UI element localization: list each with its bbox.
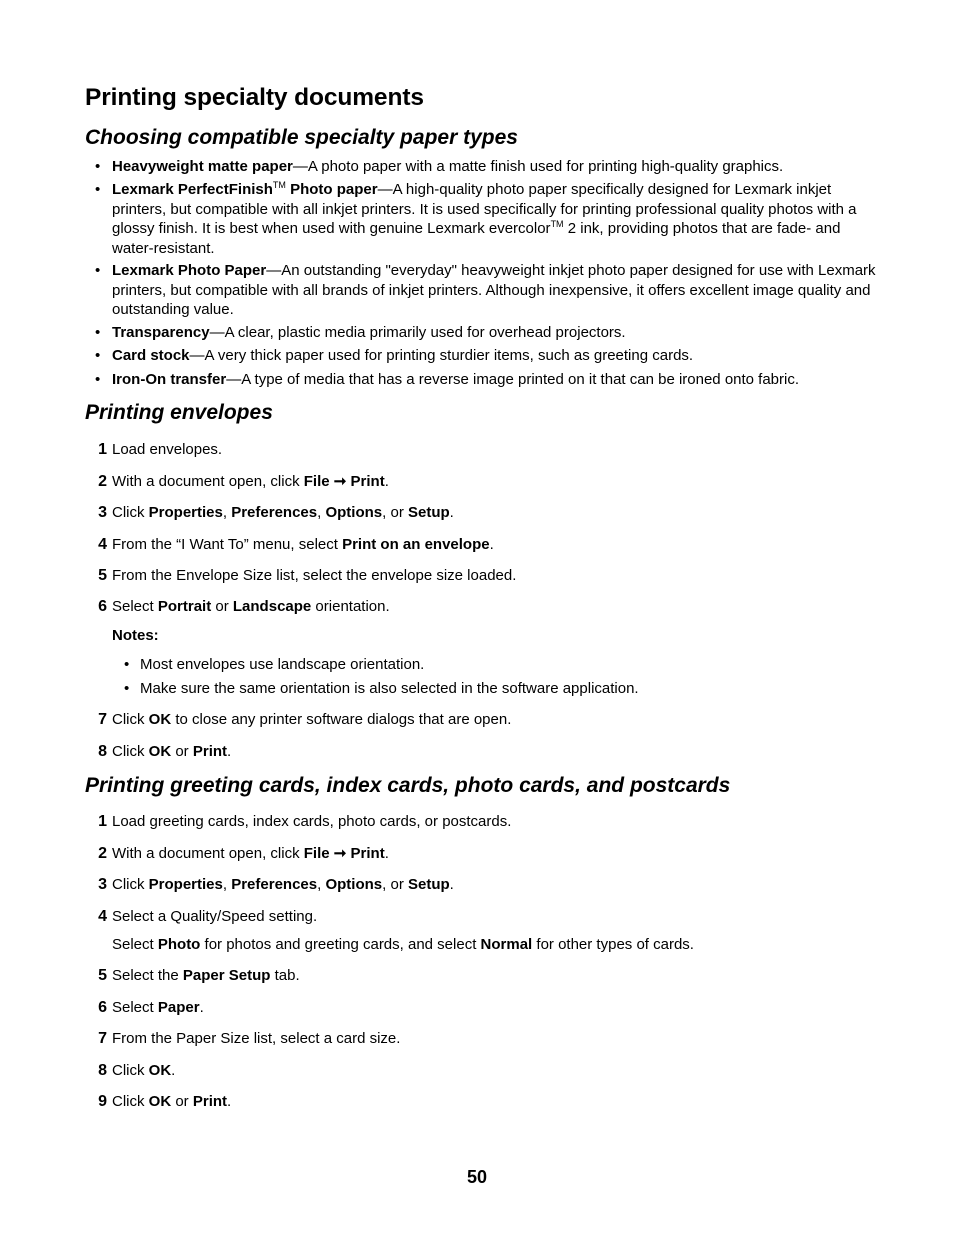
note-item: • Make sure the same orientation is also selected in the software application. xyxy=(140,679,905,699)
step-item: 3 Click Properties, Preferences, Options, or Setup. xyxy=(98,876,454,893)
step-item: 2 With a document open, click File ➞ Print. xyxy=(98,473,389,490)
page-number: 50 xyxy=(466,1167,488,1187)
step-item: 4 Select a Quality/Speed setting. xyxy=(98,908,318,925)
step-item: 1 Load greeting cards, index cards, photo cards, or postcards. xyxy=(98,813,512,830)
step-item: 7 Click OK to close any printer software dialogs that are open. xyxy=(98,711,512,728)
list-item: • Iron-On transfer—A type of media that has a reverse image printed on it that can be ironed onto fabric. xyxy=(112,370,877,390)
section-heading-cards: Printing greeting cards, index cards, photo cards, and postcards xyxy=(85,774,731,797)
step-item: 3 Click Properties, Preferences, Options, or Setup. xyxy=(98,504,454,521)
section-heading-paper-types: Choosing compatible specialty paper types xyxy=(85,126,518,149)
step-item: 7 From the Paper Size list, select a card size. xyxy=(98,1030,401,1047)
list-item: • Card stock—A very thick paper used for printing sturdier items, such as greeting cards. xyxy=(112,346,877,366)
step-detail: Select Photo for photos and greeting cards, and select Normal for other types of cards. xyxy=(112,936,694,953)
note-item: • Most envelopes use landscape orientation. xyxy=(140,655,905,675)
step-item: 5 Select the Paper Setup tab. xyxy=(98,967,300,984)
step-item: 2 With a document open, click File ➞ Print. xyxy=(98,845,389,862)
step-item: 8 Click OK. xyxy=(98,1062,176,1079)
step-item: 6 Select Paper. xyxy=(98,999,204,1016)
list-item: • Lexmark Photo Paper—An outstanding "everyday" heavyweight inkjet photo paper designed for use with Lexmark printers, but compatible with all brands of inkjet printers. Although inexpensive, it offers excellent image quality and outstanding value. xyxy=(112,261,877,320)
notes-label: Notes: xyxy=(112,627,159,644)
list-item: • Lexmark PerfectFinish™ Photo paper—A high-quality photo paper specifically designed for Lexmark inkjet printers, but compatible with all inkjet printers. It is used specifically for printing professional quality photos with a glossy finish. It is best when used with genuine Lexmark evercolor™ 2 ink, providing photos that are fade- and water-resistant. xyxy=(112,180,877,258)
list-item: • Transparency—A clear, plastic media primarily used for overhead projectors. xyxy=(112,323,877,343)
step-item: 9 Click OK or Print. xyxy=(98,1093,232,1110)
list-item: • Heavyweight matte paper—A photo paper with a matte finish used for printing high-quality graphics. xyxy=(112,157,877,177)
page-title: Printing specialty documents xyxy=(85,84,424,111)
step-item: 6 Select Portrait or Landscape orientation. xyxy=(98,598,390,615)
step-item: 4 From the “I Want To” menu, select Print on an envelope. xyxy=(98,536,494,553)
step-item: 5 From the Envelope Size list, select the envelope size loaded. xyxy=(98,567,517,584)
section-heading-envelopes: Printing envelopes xyxy=(85,401,273,424)
step-item: 1 Load envelopes. xyxy=(98,441,223,458)
step-item: 8 Click OK or Print. xyxy=(98,743,232,760)
